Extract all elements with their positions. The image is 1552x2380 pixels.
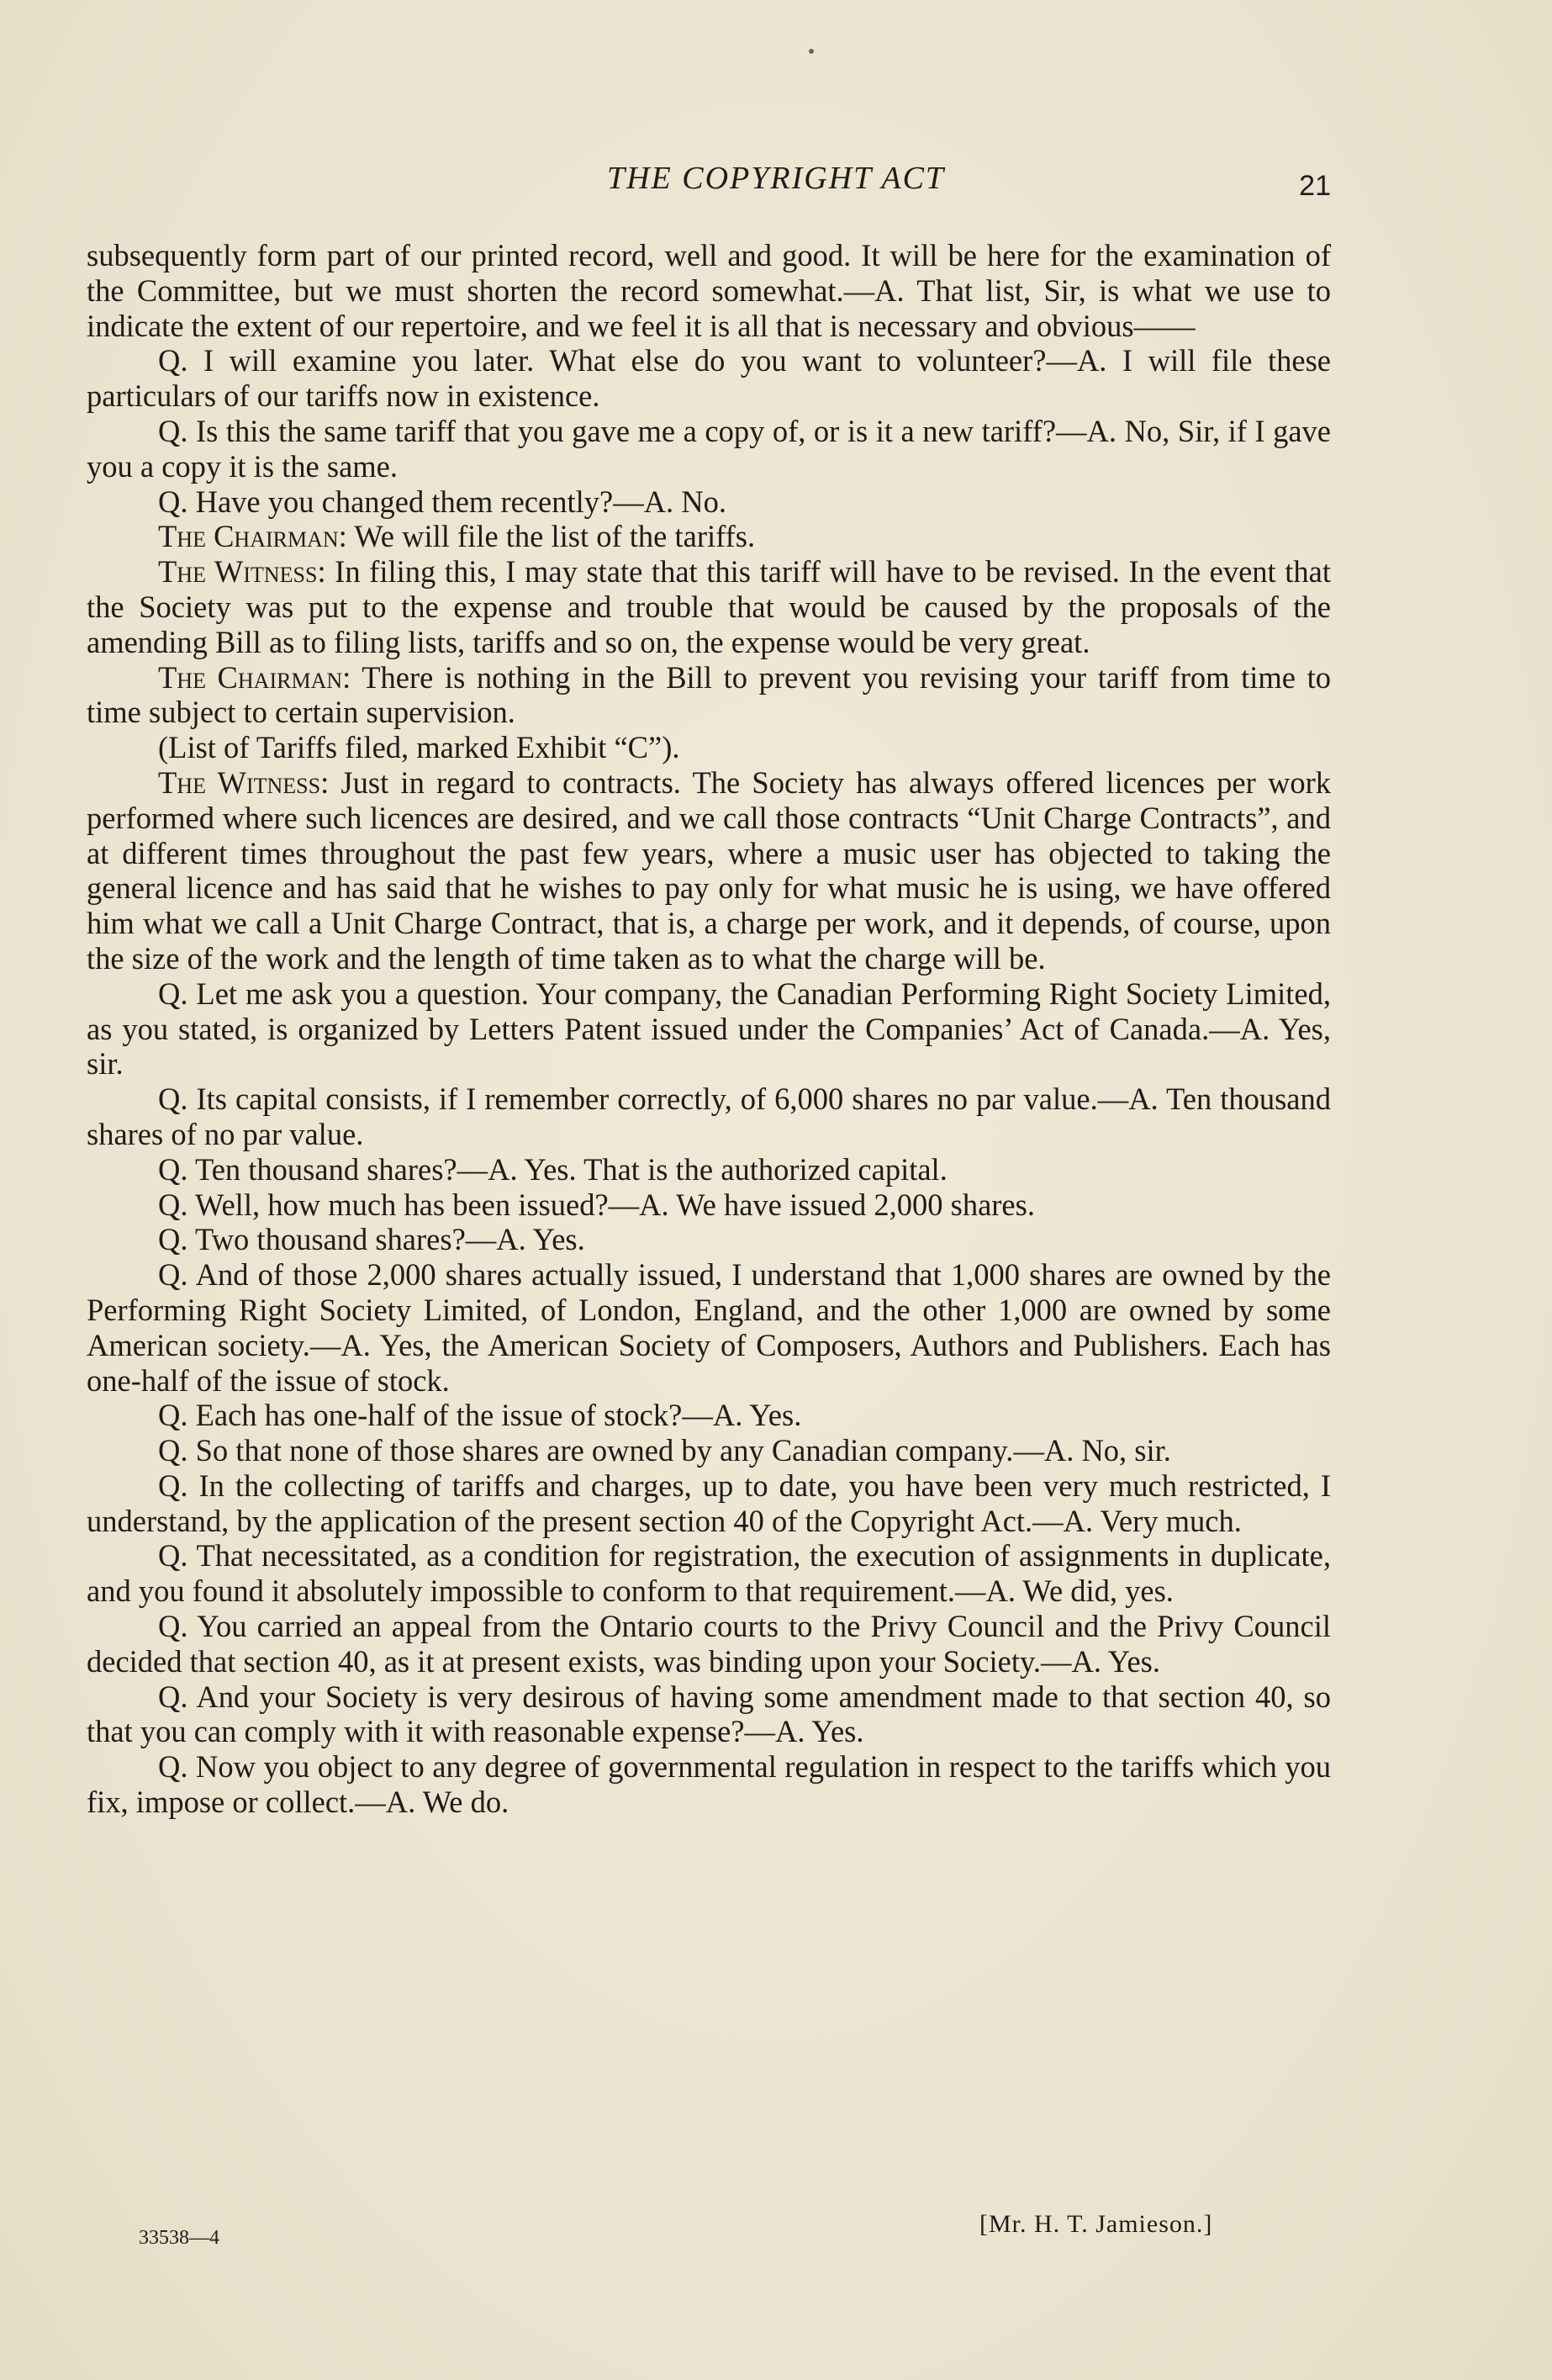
paragraph: [87, 1222, 1331, 1257]
page-header: [0, 160, 1552, 202]
paragraph-text: Q. In the collecting of tariffs and charges, up to date, you have been very much restricted, I understand, by the application of the present section 40 of the Copyright Act.—A. Very much.: [87, 1468, 1331, 1538]
paragraph: [87, 484, 1331, 520]
paragraph: [87, 1082, 1331, 1152]
paragraph-text: subsequently form part of our printed record, well and good. It will be here for the examination of the Committee, but we must shorten the record somewhat.—A. That list, Sir, is what we use to indicate the extent of our repertoire, and we feel it is all that is necessary and obvious——: [87, 238, 1331, 343]
paragraph-text: We will file the list of the tariffs.: [346, 519, 756, 554]
paragraph: [87, 976, 1331, 1082]
paragraph-text: Q. Two thousand shares?—A. Yes.: [158, 1222, 585, 1257]
paragraph-text: Q. Let me ask you a question. Your company, the Canadian Performing Right Society Limited, as you stated, is organized by Letters Patent issued under the Companies’ Act of Canada.—A. Yes, sir.: [87, 976, 1331, 1082]
paragraph: [87, 519, 1331, 554]
paragraph-text: Q. Its capital consists, if I remember correctly, of 6,000 shares no par value.—A. Ten thousand shares of no par value.: [87, 1082, 1331, 1151]
running-title: THE COPYRIGHT ACT: [606, 161, 946, 196]
paragraph: [87, 414, 1331, 484]
paragraph: [87, 660, 1331, 731]
paragraph: [87, 1609, 1331, 1679]
speaker-note: [Mr. H. T. Jamieson.]: [979, 2210, 1213, 2238]
paragraph-text: Q. Now you object to any degree of governmental regulation in respect to the tariffs which you fix, impose or collect.—A. We do.: [87, 1749, 1331, 1820]
paragraph-text: (List of Tariffs filed, marked Exhibit “C”).: [158, 730, 680, 765]
paragraph: [87, 1749, 1331, 1820]
paragraph: [87, 1538, 1331, 1609]
paragraph-text: Q. Well, how much has been issued?—A. We have issued 2,000 shares.: [158, 1187, 1035, 1222]
paragraph-text: Q. You carried an appeal from the Ontario courts to the Privy Council and the Privy Council decided that section 40, as it at present exists, was binding upon your Society.—A. Yes.: [87, 1609, 1331, 1679]
paragraph: [87, 730, 1331, 765]
paragraph: [87, 343, 1331, 414]
paragraph: [87, 1398, 1331, 1433]
paragraph-text: Q. So that none of those shares are owned by any Canadian company.—A. No, sir.: [158, 1433, 1171, 1468]
paragraph: [87, 1433, 1331, 1468]
body-text: [87, 238, 1331, 1820]
print-speck: [809, 49, 814, 54]
paragraph-text: Q. Ten thousand shares?—A. Yes. That is the authorized capital.: [158, 1151, 948, 1187]
paragraph: [87, 1187, 1331, 1223]
paragraph-text: Q. That necessitated, as a condition for registration, the execution of assignments in duplicate, and you found it absolutely impossible to conform to that requirement.—A. We did, yes.: [87, 1538, 1331, 1609]
paragraph-text: Q. I will examine you later. What else do you want to volunteer?—A. I will file these particulars of our tariffs now in existence.: [87, 343, 1331, 414]
paragraph: [87, 1152, 1331, 1187]
paragraph: [87, 238, 1331, 343]
paragraph-text: In filing this, I may state that this tariff will have to be revised. In the event that the Society was put to the expense and trouble that would be caused by the proposals of the amending Bill as to filing lists, tariffs and so on, the expense would be very great.: [87, 554, 1331, 659]
paragraph-text: Q. Each has one-half of the issue of stock?—A. Yes.: [158, 1398, 802, 1433]
speaker-label: The Chairman:: [158, 659, 351, 695]
page-number: 21: [1299, 170, 1331, 202]
paragraph: [87, 1257, 1331, 1398]
paragraph-text: Q. Is this the same tariff that you gave me a copy of, or is it a new tariff?—A. No, Sir, if I gave you a copy it is the same.: [87, 413, 1331, 484]
paragraph-text: There is nothing in the Bill to prevent you revising your tariff from time to time subject to certain supervision.: [87, 659, 1332, 730]
paragraph: [87, 554, 1331, 659]
paragraph-text: Just in regard to contracts. The Society has always offered licences per work performed where such licences are desired, and we call those contracts “Unit Charge Contracts”, and at different times throughout the past few years, where a music user has objected to taking the general licence and has said that he wishes to pay only for what music he is using, we have offered him what we call a Unit Charge Contract, that is, a charge per work, and it depends, of course, upon the size of the work and the length of time taken as to what the charge will be.: [87, 764, 1331, 976]
paragraph-text: Q. And of those 2,000 shares actually issued, I understand that 1,000 shares are owned by the Performing Right Society Limited, of London, England, and the other 1,000 are owned by some American society.—A. Yes, the American Society of Composers, Authors and Publishers. Each has one-half of the issue of stock.: [87, 1257, 1331, 1398]
speaker-label: The Witness:: [158, 764, 330, 800]
paragraph: [87, 1679, 1331, 1750]
paragraph-text: Q. Have you changed them recently?—A. No.: [158, 484, 727, 519]
paragraph: [87, 1468, 1331, 1539]
paragraph-text: Q. And your Society is very desirous of having some amendment made to that section 40, so that you can comply with it with reasonable expense?—A. Yes.: [87, 1679, 1331, 1749]
speaker-label: The Chairman:: [158, 519, 347, 554]
paragraph: [87, 765, 1331, 976]
signature-code: 33538—4: [139, 2227, 219, 2249]
speaker-label: The Witness:: [158, 554, 326, 590]
